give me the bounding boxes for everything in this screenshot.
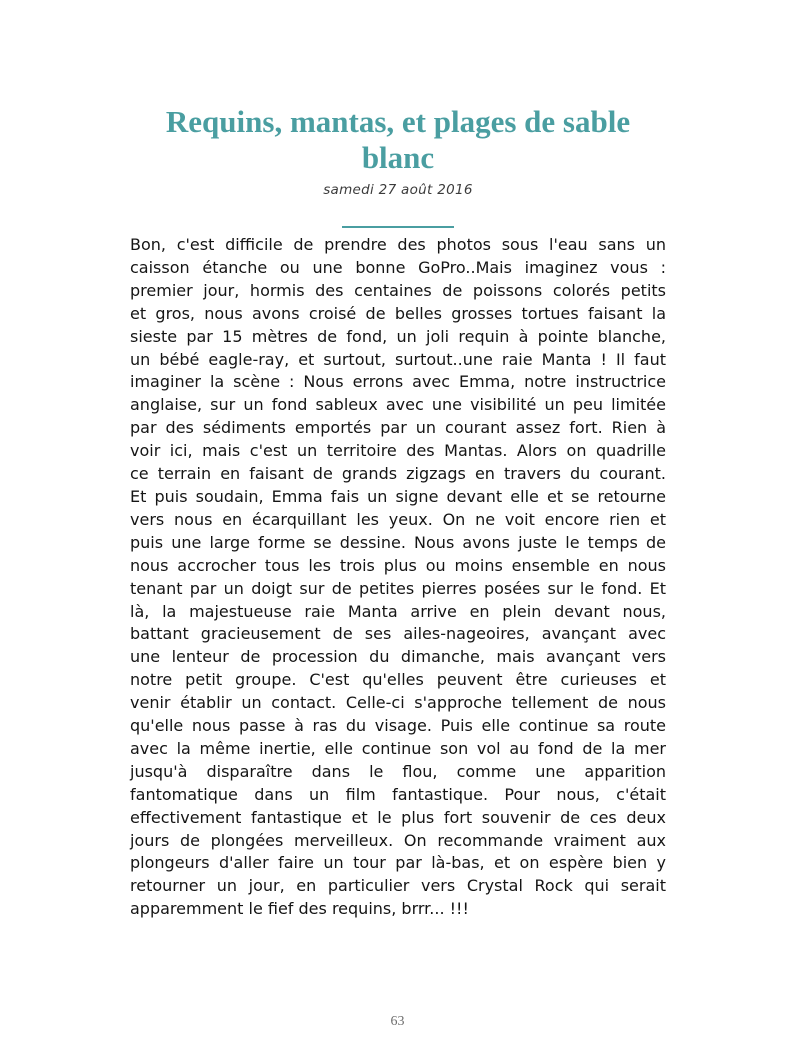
article-date: samedi 27 août 2016 — [323, 182, 473, 198]
body-text-line: une lenteur de procession du dimanche, mais avançant vers — [130, 647, 666, 667]
body-text-line: retourner un jour, en particulier vers Crystal Rock qui serait — [130, 876, 666, 896]
body-text-line: Et puis soudain, Emma fais un signe devant elle et se retourne — [130, 486, 666, 506]
body-text-line: puis une large forme se dessine. Nous avons juste le temps de — [130, 532, 666, 552]
body-text-line: sieste par 15 mètres de fond, un joli requin à pointe blanche, — [130, 326, 666, 346]
body-text-line: jusqu'à disparaître dans le flou, comme une apparition — [130, 761, 666, 781]
body-text-line: effectivement fantastique et le plus fort souvenir de ces deux — [130, 807, 666, 827]
body-text-line: et gros, nous avons croisé de belles grosses tortues faisant la — [130, 303, 666, 323]
article — [130, 104, 666, 921]
body-text-line: tenant par un doigt sur de petites pierres posées sur le fond. Et — [130, 578, 666, 598]
body-text-line: vers nous en écarquillant les yeux. On ne voit encore rien et — [130, 509, 666, 529]
body-text-line: venir établir un contact. Celle-ci s'approche tellement de nous — [130, 693, 666, 713]
body-text-line: battant gracieusement de ses ailes-nageoires, avançant avec — [130, 624, 666, 644]
body-text-line: qu'elle nous passe à ras du visage. Puis elle continue sa route — [130, 716, 666, 736]
body-text-line: là, la majestueuse raie Manta arrive en plein devant nous, — [130, 601, 666, 621]
body-text-line: nous accrocher tous les trois plus ou moins ensemble en nous — [130, 555, 666, 575]
body-text-line: voir ici, mais c'est un territoire des Mantas. Alors on quadrille — [130, 441, 666, 461]
article-body — [130, 234, 666, 921]
body-text-line: fantomatique dans un film fantastique. Pour nous, c'était — [130, 784, 666, 804]
article-title: Requins, mantas, et plages de sable blanc — [165, 104, 631, 175]
body-text-line: plongeurs d'aller faire un tour par là-bas, et on espère bien y — [130, 853, 666, 873]
body-text-line: avec la même inertie, elle continue son vol au fond de la mer — [130, 738, 666, 758]
body-text-line: ce terrain en faisant de grands zigzags en travers du courant. — [130, 464, 666, 484]
body-text-line: apparemment le fief des requins, brrr... !!! — [130, 899, 469, 919]
page-number: 63 — [390, 1014, 405, 1029]
body-text-line: un bébé eagle-ray, et surtout, surtout..une raie Manta ! Il faut — [130, 349, 666, 369]
body-text-line: anglaise, sur un fond sableux avec une visibilité un peu limitée — [130, 395, 666, 415]
body-text-line: premier jour, hormis des centaines de poissons colorés petits — [130, 280, 666, 300]
body-text-line: caisson étanche ou une bonne GoPro..Mais imaginez vous : — [130, 257, 666, 277]
body-text-line: imaginer la scène : Nous errons avec Emma, notre instructrice — [130, 372, 666, 392]
title-divider — [342, 226, 454, 228]
body-text-line: jours de plongées merveilleux. On recommande vraiment aux — [130, 830, 666, 850]
body-text-line: notre petit groupe. C'est qu'elles peuvent être curieuses et — [130, 670, 666, 690]
body-text-line: Bon, c'est difficile de prendre des photos sous l'eau sans un — [130, 235, 666, 254]
body-text-line: par des sédiments emportés par un courant assez fort. Rien à — [130, 418, 666, 438]
